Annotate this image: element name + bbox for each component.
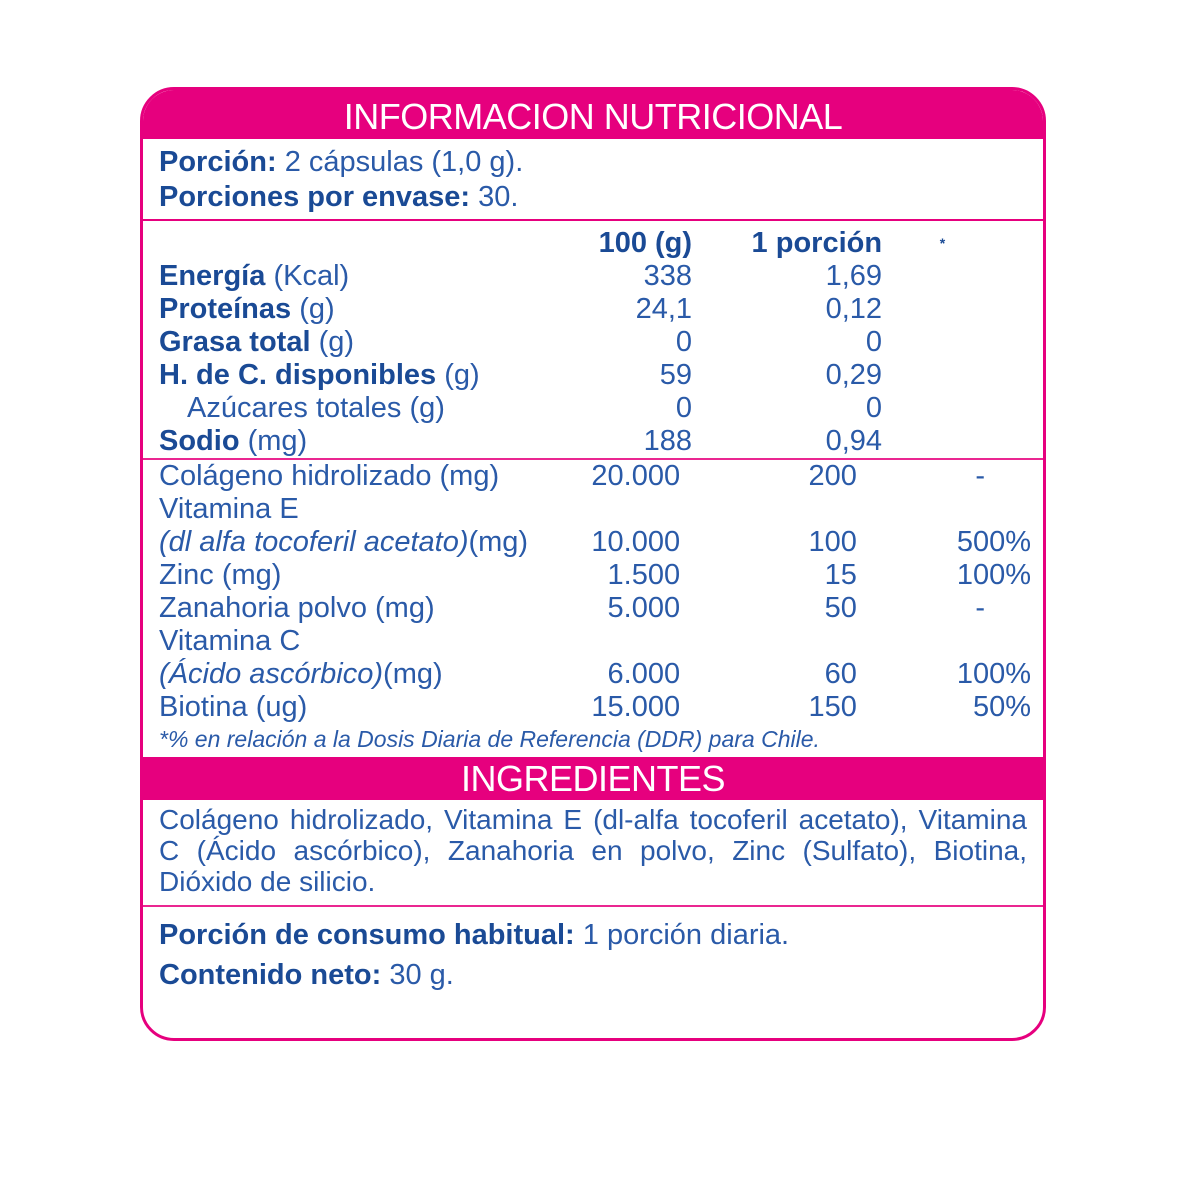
nutrient-unit: (g) — [409, 392, 445, 424]
value-ddr: 500% — [956, 526, 1031, 558]
value-per-portion: 50 — [824, 592, 857, 624]
per-container-line — [159, 180, 1027, 215]
nutrient-unit: (g) — [299, 293, 335, 325]
nutrient-unit: (g) — [318, 326, 355, 358]
nutrient-unit: (mg) — [383, 658, 443, 690]
col-per100: 100 (g) — [598, 227, 693, 259]
nutrient-name: Grasa total — [159, 326, 311, 358]
value-ddr: - — [975, 592, 985, 624]
value-per100: 15.000 — [591, 691, 681, 723]
value-per-portion: 60 — [824, 658, 857, 690]
table-row — [143, 293, 1043, 326]
table-row — [143, 425, 1043, 458]
value-ddr: - — [975, 460, 985, 492]
serving-info — [143, 139, 1043, 219]
macros-table — [143, 221, 1043, 458]
nutrient-source: (Ácido ascórbico) — [159, 658, 384, 690]
table-row — [143, 392, 1043, 425]
value-ddr: 50% — [972, 691, 1031, 723]
value-per-portion: 150 — [808, 691, 857, 723]
portion-value: 2 cápsulas (1,0 g). — [284, 146, 524, 178]
table-row — [143, 625, 1043, 658]
nutrition-label — [140, 87, 1046, 1041]
table-row — [143, 260, 1043, 293]
net-content-value: 30 g. — [389, 959, 454, 991]
nutrient-name: H. de C. disponibles — [159, 359, 437, 391]
value-per100: 59 — [659, 359, 693, 391]
portion-label: Porción: — [159, 146, 277, 178]
value-ddr: 100% — [956, 559, 1031, 591]
table-row — [143, 359, 1043, 392]
value-per-portion: 0,94 — [825, 425, 883, 457]
nutrient-source: (dl alfa tocoferil acetato) — [159, 526, 469, 558]
net-content-line — [159, 955, 1027, 995]
habitual-label: Porción de consumo habitual: — [159, 919, 575, 951]
nutrient-unit: (mg) — [468, 526, 529, 558]
nutrient-unit: (g) — [444, 359, 480, 391]
nutrient-name: Zanahoria polvo (mg) — [159, 592, 435, 624]
nutrient-name: Zinc (mg) — [159, 559, 282, 591]
value-per-portion: 0 — [865, 326, 883, 358]
micros-table — [143, 460, 1043, 724]
habitual-value: 1 porción diaria. — [582, 919, 790, 951]
nutrient-name: Biotina (ug) — [159, 691, 308, 723]
value-per100: 0 — [675, 392, 693, 424]
table-row — [143, 691, 1043, 724]
nutrient-name: Vitamina C — [159, 625, 301, 657]
table-row — [143, 559, 1043, 592]
table-row — [143, 658, 1043, 691]
table-row — [143, 460, 1043, 493]
footer-info — [143, 907, 1043, 1003]
per-container-value: 30. — [478, 181, 519, 213]
table-row — [143, 326, 1043, 359]
nutrition-title: INFORMACION NUTRICIONAL — [143, 90, 1043, 139]
ingredients-title: INGREDIENTES — [143, 757, 1043, 800]
divider — [143, 905, 1043, 907]
value-per100: 10.000 — [591, 526, 681, 558]
table-row — [143, 592, 1043, 625]
value-per100: 20.000 — [591, 460, 681, 492]
divider — [143, 458, 1043, 460]
col-per-portion: 1 porción — [751, 227, 883, 259]
col-ddr: * — [939, 235, 946, 251]
value-per-portion: 0 — [865, 392, 883, 424]
ingredients-text: Colágeno hidrolizado, Vitamina E (dl-alfa tocoferil acetato), Vitamina C (Ácido ascórbico), Zanahoria en polvo, Zinc (Sulfato), Biotina, Dióxido de silicio. — [159, 804, 1027, 897]
value-per100: 6.000 — [607, 658, 681, 690]
value-per-portion: 0,12 — [825, 293, 883, 325]
value-per100: 188 — [643, 425, 693, 457]
value-per-portion: 1,69 — [825, 260, 883, 292]
nutrient-unit: (mg) — [247, 425, 308, 457]
value-per100: 1.500 — [607, 559, 681, 591]
value-per-portion: 100 — [808, 526, 857, 558]
nutrient-name: Azúcares totales — [187, 392, 402, 424]
net-content-label: Contenido neto: — [159, 959, 382, 991]
value-per100: 5.000 — [607, 592, 681, 624]
per-container-label: Porciones por envase: — [159, 181, 471, 213]
table-header-row — [143, 221, 1043, 260]
nutrient-unit: (Kcal) — [273, 260, 350, 292]
nutrient-name: Colágeno hidrolizado (mg) — [159, 460, 500, 492]
nutrient-name: Sodio — [159, 425, 240, 457]
value-ddr: 100% — [956, 658, 1031, 690]
value-per100: 338 — [643, 260, 693, 292]
value-per-portion: 15 — [824, 559, 857, 591]
table-row — [143, 493, 1043, 526]
nutrient-name: Energía — [159, 260, 266, 292]
portion-line — [159, 145, 1027, 180]
ddr-footnote: *% en relación a la Dosis Diaria de Referencia (DDR) para Chile. — [159, 726, 820, 752]
habitual-line — [159, 915, 1027, 955]
nutrient-name: Vitamina E — [159, 493, 299, 525]
value-per100: 24,1 — [635, 293, 693, 325]
value-per-portion: 0,29 — [825, 359, 883, 391]
nutrient-name: Proteínas — [159, 293, 292, 325]
table-row — [143, 526, 1043, 559]
value-per100: 0 — [675, 326, 693, 358]
value-per-portion: 200 — [808, 460, 857, 492]
